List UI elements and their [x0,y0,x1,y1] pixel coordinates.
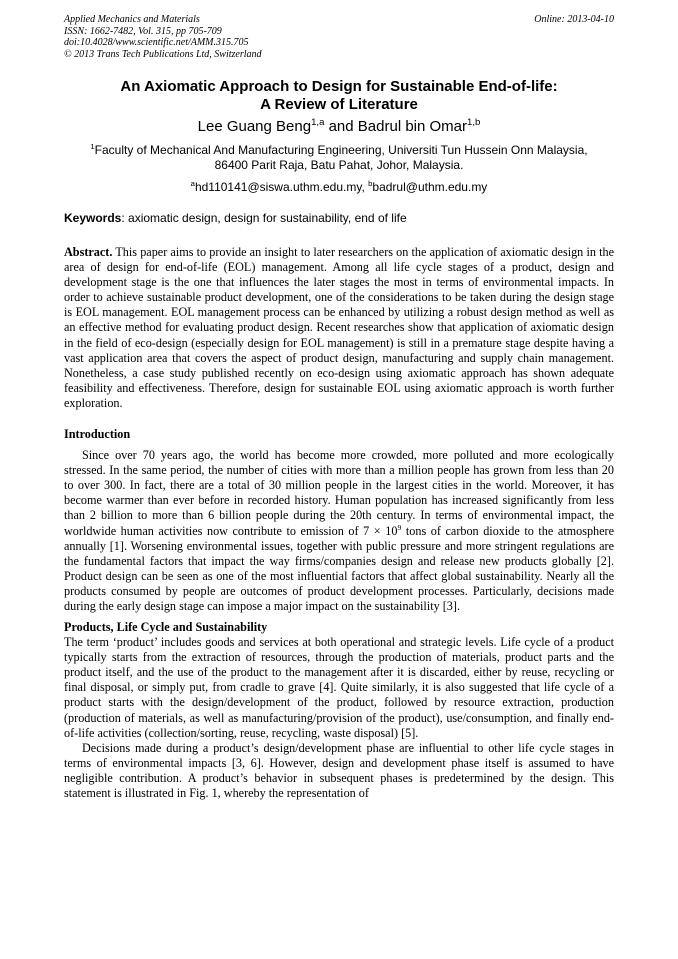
author-1-superscript: 1,a [311,117,325,128]
journal-doi: doi:10.4028/www.scientific.net/AMM.315.705 [64,37,249,48]
abstract-text: This paper aims to provide an insight to later researchers on the application of axiomatic design in the area of design for end-of-life (EOL) management. Among all life cycle stages of a product, design and development stage is the one that influences the later stages the most in terms of environmental impacts. In order to achieve sustainable product development, one of the considerations to be taken during the design stage is EOL management. EOL management process can be enhanced by utilizing a robust design method as well as an effective method for evaluating product design. Recent researches show that application of axiomatic design in the field of eco-design (especially design for EOL management) is still in a premature stage despite having a vast application area that covers the aspect of product design, manufacturing and supply chain management. Nonetheless, a case study published recently on eco-design using axiomatic approach has shown adequate feasibility and effectiveness. Therefore, design for sustainable EOL using axiomatic approach is worth further exploration. [64,245,614,410]
keywords-label: Keywords [64,211,122,225]
author-2-superscript: 1,b [467,117,481,128]
title-line-2: A Review of Literature [260,96,418,113]
author-list [64,118,614,136]
introduction-paragraph [64,448,614,614]
introduction-text-b: tons of carbon dioxide to the atmosphere annually [1]. Worsening environmental issues, together with public pressure and more stringent regulations are the fundamental factors that impact the way firms/companies design and release new products globally [2]. Product design can be seen as one of the most influential factors that affect global sustainability. Nearly all the products consumed by people are outcomes of product development processes. Particularly, decisions made during the early design stage can impose a major impact on the sustainability [3]. [64,523,615,613]
products-paragraph-2: Decisions made during a product’s design/development phase are influential to other life cycle stages in terms of environmental impacts [3, 6]. However, design and development phase itself is assumed to have negligible contribution. A product’s behavior in subsequent phases is predetermined by the design. This statement is illustrated in Fig. 1, whereby the representation of [64,740,614,800]
author-2: Badrul bin Omar [357,118,468,135]
journal-issn: ISSN: 1662-7482, Vol. 315, pp 705-709 [64,25,222,37]
author-emails [64,180,614,195]
products-paragraph-1: The term ‘product’ includes goods and services at both operational and strategic levels. Life cycle of a product typically starts from the extraction of resources, through the production of materials, product parts and the product itself, and the use of the product to the management after it is discarded, either by reuse, recycling or final disposal, or simply put, from cradle to grave [4]. Quite similarly, it is also suggested that life cycle of a product starts with the design/development of the product, followed by resource extraction, production (production of materials, as well as manufacturing/provision of the product), use/consumption, and finally end-of-life activities (collection/sorting, reuse, recycling, waste disposal) [5]. [64,635,614,740]
email-b-superscript: b [368,179,373,188]
paper-page [64,14,614,801]
online-date: Online: 2013-04-10 [534,14,614,25]
title-line-1: An Axiomatic Approach to Design for Sustainable End-of-life: [120,78,558,95]
journal-name: Applied Mechanics and Materials [64,14,200,25]
products-section-heading: Products, Life Cycle and Sustainability [64,620,268,635]
introduction-heading: Introduction [64,427,131,442]
email-a-superscript: a [190,179,195,188]
journal-info [64,14,614,60]
journal-copyright: © 2013 Trans Tech Publications Ltd, Switzerland [64,48,262,60]
affiliation-text-1: Faculty of Mechanical And Manufacturing Engineering, Universiti Tun Hussein Onn Malaysia, [94,143,588,157]
author-1: Lee Guang Beng [197,118,312,135]
affiliation-line-2: 86400 Parit Raja, Batu Pahat, Johor, Malaysia. [214,158,464,172]
email-a: hd110141@siswa.uthm.edu.my, [194,180,369,194]
affiliation-superscript: 1 [90,142,95,151]
introduction-text-a: Since over 70 years ago, the world has become more crowded, more polluted and more ecologically stressed. In the same period, the number of cities with more than a million people has grown from less than 20 to over 300. In fact, there are a total of 30 million people in the largest cities in the world. Moreover, it has become warmer than ever before in recorded history. Human population has increased significantly from less than 2 billion to more than 6 billion people during the 20th century. In terms of environmental impact, the worldwide human activities now contribute to emission of 7 × 10 [64,448,614,538]
abstract-label: Abstract. [64,245,113,259]
abstract [64,245,614,411]
journal-header [64,14,614,66]
paper-title [64,78,614,114]
author-conjunction: and [324,118,358,135]
exponent: 9 [397,522,402,532]
keywords [64,211,614,226]
keywords-text: : axiomatic design, design for sustainability, end of life [121,211,407,225]
email-b: badrul@uthm.edu.my [372,180,488,194]
affiliation-line-1 [64,143,614,158]
affiliation [64,143,614,173]
